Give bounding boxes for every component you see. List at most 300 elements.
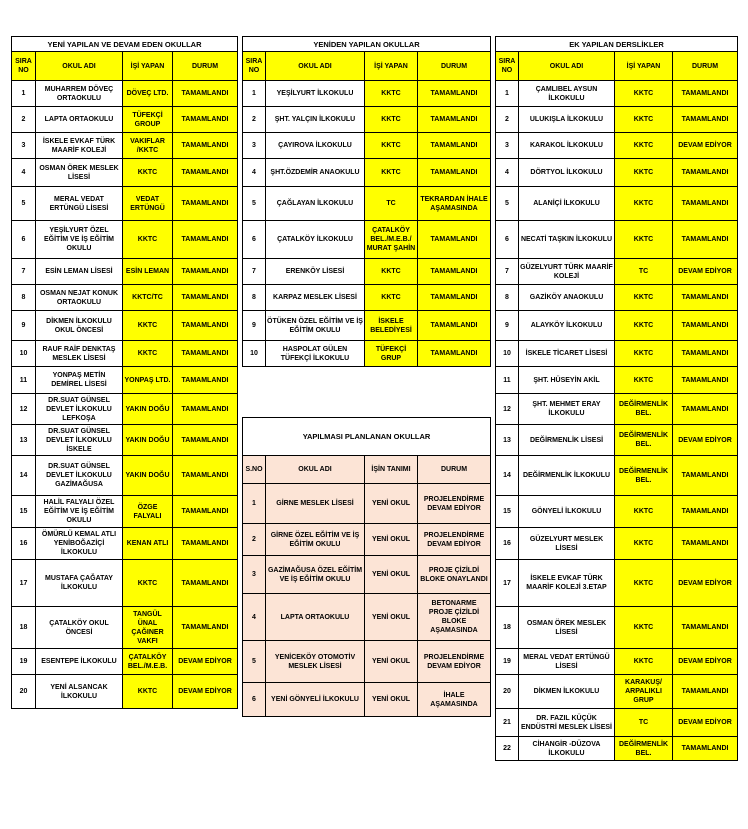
cell-isi-yapan: KKTC xyxy=(615,133,673,159)
table-row xyxy=(496,133,738,159)
cell-durum: TAMAMLANDI xyxy=(673,187,738,221)
cell-okul-adi: YEŞİLYURT İLKOKULU xyxy=(266,81,365,107)
cell-isi-yapan: YENİ OKUL xyxy=(365,556,418,594)
table-row xyxy=(496,159,738,187)
cell-sira-no: 18 xyxy=(12,607,36,649)
cell-sira-no: 9 xyxy=(243,311,266,341)
cell-sira-no: 5 xyxy=(12,187,36,221)
cell-sira-no: 3 xyxy=(243,133,266,159)
cell-sira-no: 5 xyxy=(496,187,519,221)
cell-durum: TAMAMLANDI xyxy=(673,528,738,560)
cell-okul-adi: YONPAŞ METİN DEMİREL LİSESİ xyxy=(36,367,123,394)
table-row xyxy=(12,496,238,528)
table-row xyxy=(496,528,738,560)
header-isi-yapan: İŞİ YAPAN xyxy=(123,52,173,81)
cell-okul-adi: ESENTEPE İLKOKULU xyxy=(36,649,123,675)
table-ek-derslikler xyxy=(495,36,738,761)
table-row xyxy=(496,456,738,496)
cell-isi-yapan: DEĞİRMENLİK BEL. xyxy=(615,425,673,456)
cell-okul-adi: KARAKOL İLKOKULU xyxy=(519,133,615,159)
table-row xyxy=(496,709,738,737)
header-durum: DURUM xyxy=(418,52,491,81)
cell-okul-adi: ÇAMLIBEL AYSUN İLKOKULU xyxy=(519,81,615,107)
table-yeni-yapilan xyxy=(11,36,238,709)
table-planlanan xyxy=(242,417,491,717)
cell-sira-no: 2 xyxy=(243,524,266,556)
cell-okul-adi: DR.SUAT GÜNSEL DEVLET İLKOKULU İSKELE xyxy=(36,425,123,456)
table-row xyxy=(496,675,738,709)
cell-sira-no: 20 xyxy=(496,675,519,709)
cell-okul-adi: GAZİMAĞUSA ÖZEL EĞİTİM VE İŞ EĞİTİM OKULU xyxy=(266,556,365,594)
cell-sira-no: 20 xyxy=(12,675,36,709)
cell-okul-adi: ŞHT. YALÇIN İLKOKULU xyxy=(266,107,365,133)
cell-okul-adi: GÜZELYURT TÜRK MAARİF KOLEJİ xyxy=(519,259,615,285)
table-row xyxy=(243,159,491,187)
cell-durum: TAMAMLANDI xyxy=(173,311,238,341)
cell-durum: PROJE ÇİZİLDİ BLOKE ONAYLANDI xyxy=(418,556,491,594)
table-row xyxy=(12,649,238,675)
cell-durum: TAMAMLANDI xyxy=(673,221,738,259)
cell-okul-adi: ÇATALKÖY İLKOKULU xyxy=(266,221,365,259)
cell-isi-yapan: KKTC xyxy=(365,81,418,107)
cell-okul-adi: GİRNE MESLEK LİSESİ xyxy=(266,484,365,524)
cell-okul-adi: GÖNYELİ İLKOKULU xyxy=(519,496,615,528)
cell-sira-no: 3 xyxy=(12,133,36,159)
header-isi-yapan: İŞİ YAPAN xyxy=(615,52,673,81)
cell-isi-yapan: TÜFEKÇİ GRUP xyxy=(365,341,418,367)
cell-okul-adi: OSMAN ÖREK MESLEK LİSESİ xyxy=(36,159,123,187)
table-row xyxy=(496,649,738,675)
cell-sira-no: 1 xyxy=(12,81,36,107)
cell-isi-yapan: TANGÜL ÜNAL ÇAĞINER VAKFI xyxy=(123,607,173,649)
cell-sira-no: 11 xyxy=(496,367,519,394)
cell-isi-yapan: YENİ OKUL xyxy=(365,683,418,717)
cell-durum: TAMAMLANDI xyxy=(418,221,491,259)
cell-okul-adi: MERAL VEDAT ERTÜNGÜ LİSESİ xyxy=(36,187,123,221)
cell-durum: DEVAM EDİYOR xyxy=(673,560,738,607)
cell-sira-no: 2 xyxy=(243,107,266,133)
cell-sira-no: 2 xyxy=(496,107,519,133)
cell-okul-adi: MERAL VEDAT ERTÜNGÜ LİSESİ xyxy=(519,649,615,675)
table-row xyxy=(12,159,238,187)
cell-durum: TAMAMLANDI xyxy=(173,81,238,107)
table-row xyxy=(496,81,738,107)
table-row xyxy=(496,425,738,456)
cell-isi-yapan: KARAKUŞ/ ARPALIKLI GRUP xyxy=(615,675,673,709)
cell-okul-adi: İSKELE EVKAF TÜRK MAARİF KOLEJİ 3.ETAP xyxy=(519,560,615,607)
table-row xyxy=(12,560,238,607)
table-row xyxy=(243,556,491,594)
table-row xyxy=(12,259,238,285)
cell-sira-no: 19 xyxy=(496,649,519,675)
cell-isi-yapan: KKTC xyxy=(365,107,418,133)
header-durum: DURUM xyxy=(418,456,491,484)
cell-isi-yapan: DEĞİRMENLİK BEL. xyxy=(615,737,673,761)
cell-okul-adi: DEĞİRMENLİK LİSESİ xyxy=(519,425,615,456)
cell-sira-no: 8 xyxy=(243,285,266,311)
cell-sira-no: 7 xyxy=(243,259,266,285)
cell-sira-no: 14 xyxy=(496,456,519,496)
table-row xyxy=(12,285,238,311)
cell-sira-no: 16 xyxy=(12,528,36,560)
table-row xyxy=(496,259,738,285)
cell-durum: TAMAMLANDI xyxy=(673,159,738,187)
table-row xyxy=(243,683,491,717)
cell-durum: TAMAMLANDI xyxy=(673,496,738,528)
cell-durum: DEVAM EDİYOR xyxy=(173,649,238,675)
cell-okul-adi: ŞHT. MEHMET ERAY İLKOKULU xyxy=(519,394,615,425)
cell-isi-yapan: KKTC xyxy=(123,221,173,259)
cell-isi-yapan: KKTC xyxy=(615,528,673,560)
cell-isi-yapan: KKTC xyxy=(365,133,418,159)
cell-okul-adi: ÇATALKÖY OKUL ÖNCESİ xyxy=(36,607,123,649)
cell-okul-adi: HALİL FALYALI ÖZEL EĞİTİM VE İŞ EĞİTİM OKULU xyxy=(36,496,123,528)
cell-durum: TAMAMLANDI xyxy=(173,496,238,528)
cell-sira-no: 15 xyxy=(496,496,519,528)
table-row xyxy=(12,107,238,133)
table-row xyxy=(496,107,738,133)
cell-okul-adi: RAUF RAİF DENKTAŞ MESLEK LİSESİ xyxy=(36,341,123,367)
table-row xyxy=(12,81,238,107)
cell-okul-adi: OSMAN NEJAT KONUK ORTAOKULU xyxy=(36,285,123,311)
cell-sira-no: 10 xyxy=(243,341,266,367)
cell-durum: TAMAMLANDI xyxy=(173,107,238,133)
cell-sira-no: 1 xyxy=(496,81,519,107)
cell-durum: TAMAMLANDI xyxy=(418,311,491,341)
cell-isi-yapan: İSKELE BELEDİYESİ xyxy=(365,311,418,341)
cell-sira-no: 9 xyxy=(496,311,519,341)
cell-sira-no: 7 xyxy=(496,259,519,285)
table-row xyxy=(243,594,491,641)
cell-isi-yapan: KKTC xyxy=(365,285,418,311)
cell-isi-yapan: KKTC xyxy=(123,675,173,709)
header-isi-yapan: İŞİ YAPAN xyxy=(365,52,418,81)
cell-isi-yapan: KKTC xyxy=(365,259,418,285)
cell-durum: TAMAMLANDI xyxy=(673,81,738,107)
table-title: YAPILMASI PLANLANAN OKULLAR xyxy=(243,418,491,456)
cell-isi-yapan: YENİ OKUL xyxy=(365,641,418,683)
cell-durum: DEVAM EDİYOR xyxy=(673,259,738,285)
cell-sira-no: 11 xyxy=(12,367,36,394)
table-yeniden-yapilan xyxy=(242,36,491,367)
cell-isi-yapan: DÖVEÇ LTD. xyxy=(123,81,173,107)
cell-isi-yapan: ÇATALKÖY BEL./M.E.B./ MURAT ŞAHİN xyxy=(365,221,418,259)
cell-sira-no: 5 xyxy=(243,187,266,221)
cell-sira-no: 9 xyxy=(12,311,36,341)
cell-okul-adi: İSKELE TİCARET LİSESİ xyxy=(519,341,615,367)
cell-durum: PROJELENDİRME DEVAM EDİYOR xyxy=(418,484,491,524)
cell-okul-adi: MUSTAFA ÇAĞATAY İLKOKULU xyxy=(36,560,123,607)
cell-okul-adi: OSMAN ÖREK MESLEK LİSESİ xyxy=(519,607,615,649)
header-durum: DURUM xyxy=(173,52,238,81)
cell-sira-no: 10 xyxy=(496,341,519,367)
cell-durum: TAMAMLANDI xyxy=(673,456,738,496)
cell-okul-adi: GİRNE ÖZEL EĞİTİM VE İŞ EĞİTİM OKULU xyxy=(266,524,365,556)
cell-isi-yapan: KKTC xyxy=(615,187,673,221)
cell-durum: DEVAM EDİYOR xyxy=(673,709,738,737)
cell-sira-no: 6 xyxy=(12,221,36,259)
table-row xyxy=(12,187,238,221)
table-row xyxy=(12,675,238,709)
cell-sira-no: 3 xyxy=(496,133,519,159)
cell-okul-adi: DİKMEN İLKOKULU OKUL ÖNCESİ xyxy=(36,311,123,341)
cell-isi-yapan: KKTC xyxy=(615,285,673,311)
cell-durum: TAMAMLANDI xyxy=(673,107,738,133)
cell-sira-no: 18 xyxy=(496,607,519,649)
table-row xyxy=(12,528,238,560)
header-sira-no: SIRA NO xyxy=(243,52,266,81)
cell-durum: DEVAM EDİYOR xyxy=(673,133,738,159)
cell-okul-adi: GÜZELYURT MESLEK LİSESİ xyxy=(519,528,615,560)
cell-isi-yapan: KKTC xyxy=(615,496,673,528)
cell-sira-no: 13 xyxy=(496,425,519,456)
table-row xyxy=(243,285,491,311)
cell-sira-no: 22 xyxy=(496,737,519,761)
cell-durum: TAMAMLANDI xyxy=(173,607,238,649)
cell-okul-adi: LAPTA ORTAOKULU xyxy=(266,594,365,641)
cell-isi-yapan: KKTC xyxy=(615,649,673,675)
cell-okul-adi: ÇAYIROVA İLKOKULU xyxy=(266,133,365,159)
cell-isi-yapan: KKTC xyxy=(615,221,673,259)
cell-isi-yapan: KKTC/TC xyxy=(123,285,173,311)
cell-okul-adi: ÖTÜKEN ÖZEL EĞİTİM VE İŞ EĞİTİM OKULU xyxy=(266,311,365,341)
cell-durum: TAMAMLANDI xyxy=(673,675,738,709)
table-row xyxy=(243,484,491,524)
cell-sira-no: 4 xyxy=(12,159,36,187)
cell-durum: TAMAMLANDI xyxy=(418,159,491,187)
cell-okul-adi: YEŞİLYURT ÖZEL EĞİTİM VE İŞ EĞİTİM OKULU xyxy=(36,221,123,259)
cell-sira-no: 13 xyxy=(12,425,36,456)
cell-okul-adi: DR.SUAT GÜNSEL DEVLET İLKOKULU LEFKOŞA xyxy=(36,394,123,425)
cell-durum: TAMAMLANDI xyxy=(173,221,238,259)
cell-isi-yapan: VEDAT ERTÜNGÜ xyxy=(123,187,173,221)
cell-durum: TAMAMLANDI xyxy=(418,341,491,367)
cell-durum: TAMAMLANDI xyxy=(173,187,238,221)
cell-okul-adi: ERENKÖY LİSESİ xyxy=(266,259,365,285)
table-row xyxy=(496,560,738,607)
table-row xyxy=(496,737,738,761)
cell-sira-no: 8 xyxy=(12,285,36,311)
cell-durum: DEVAM EDİYOR xyxy=(673,649,738,675)
table-row xyxy=(243,221,491,259)
cell-okul-adi: HASPOLAT GÜLEN TÜFEKÇİ İLKOKULU xyxy=(266,341,365,367)
cell-okul-adi: DİKMEN İLKOKULU xyxy=(519,675,615,709)
cell-isi-yapan: TC xyxy=(615,259,673,285)
table-row xyxy=(243,133,491,159)
cell-isi-yapan: TC xyxy=(365,187,418,221)
cell-sira-no: 6 xyxy=(496,221,519,259)
cell-sira-no: 17 xyxy=(496,560,519,607)
cell-okul-adi: ALAYKÖY İLKOKULU xyxy=(519,311,615,341)
cell-durum: TAMAMLANDI xyxy=(673,311,738,341)
cell-isi-yapan: YENİ OKUL xyxy=(365,484,418,524)
cell-sira-no: 4 xyxy=(243,159,266,187)
cell-isi-yapan: YENİ OKUL xyxy=(365,594,418,641)
cell-durum: TAMAMLANDI xyxy=(173,133,238,159)
table-row xyxy=(496,187,738,221)
cell-isi-yapan: YAKIN DOĞU xyxy=(123,425,173,456)
header-okul-adi: OKUL ADI xyxy=(266,52,365,81)
table-row xyxy=(496,341,738,367)
cell-sira-no: 2 xyxy=(12,107,36,133)
cell-isi-yapan: KKTC xyxy=(615,367,673,394)
table-row xyxy=(496,367,738,394)
cell-durum: İHALE AŞAMASINDA xyxy=(418,683,491,717)
cell-okul-adi: MUHARREM DÖVEÇ ORTAOKULU xyxy=(36,81,123,107)
cell-isi-yapan: DEĞİRMENLİK BEL. xyxy=(615,394,673,425)
cell-isi-yapan: KKTC xyxy=(615,159,673,187)
cell-sira-no: 7 xyxy=(12,259,36,285)
table-row xyxy=(243,341,491,367)
header-sira-no: S.NO xyxy=(243,456,266,484)
cell-okul-adi: YENİCEKÖY OTOMOTİV MESLEK LİSESİ xyxy=(266,641,365,683)
cell-sira-no: 12 xyxy=(496,394,519,425)
cell-isi-yapan: ÇATALKÖY BEL./M.E.B. xyxy=(123,649,173,675)
table-row xyxy=(12,311,238,341)
table-row xyxy=(496,607,738,649)
cell-isi-yapan: KKTC xyxy=(615,311,673,341)
cell-durum: TAMAMLANDI xyxy=(173,560,238,607)
cell-okul-adi: İSKELE EVKAF TÜRK MAARİF KOLEJİ xyxy=(36,133,123,159)
table-row xyxy=(243,524,491,556)
cell-okul-adi: DEĞİRMENLİK İLKOKULU xyxy=(519,456,615,496)
cell-okul-adi: ALANİÇİ İLKOKULU xyxy=(519,187,615,221)
cell-durum: TAMAMLANDI xyxy=(673,737,738,761)
table-row xyxy=(243,107,491,133)
header-okul-adi: OKUL ADI xyxy=(266,456,365,484)
cell-isi-yapan: KKTC xyxy=(615,81,673,107)
cell-isi-yapan: ESİN LEMAN xyxy=(123,259,173,285)
cell-isi-yapan: ÖZGE FALYALI xyxy=(123,496,173,528)
cell-isi-yapan: KKTC xyxy=(615,607,673,649)
cell-okul-adi: NECATİ TAŞKIN İLKOKULU xyxy=(519,221,615,259)
header-sira-no: SIRA NO xyxy=(496,52,519,81)
header-okul-adi: OKUL ADI xyxy=(519,52,615,81)
cell-durum: TAMAMLANDI xyxy=(418,259,491,285)
cell-okul-adi: ESİN LEMAN LİSESİ xyxy=(36,259,123,285)
table-row xyxy=(243,187,491,221)
table-row xyxy=(12,133,238,159)
cell-okul-adi: LAPTA ORTAOKULU xyxy=(36,107,123,133)
table-row xyxy=(12,394,238,425)
cell-sira-no: 3 xyxy=(243,556,266,594)
table-row xyxy=(12,221,238,259)
cell-okul-adi: KARPAZ MESLEK LİSESİ xyxy=(266,285,365,311)
table-row xyxy=(496,496,738,528)
cell-sira-no: 8 xyxy=(496,285,519,311)
cell-isi-yapan: KKTC xyxy=(615,107,673,133)
cell-durum: TAMAMLANDI xyxy=(173,285,238,311)
table-row xyxy=(243,641,491,683)
cell-isi-yapan: KKTC xyxy=(615,341,673,367)
cell-okul-adi: DR. FAZIL KÜÇÜK ENDÜSTRİ MESLEK LİSESİ xyxy=(519,709,615,737)
cell-durum: TAMAMLANDI xyxy=(673,341,738,367)
cell-sira-no: 1 xyxy=(243,81,266,107)
cell-okul-adi: YENİ GÖNYELİ İLKOKULU xyxy=(266,683,365,717)
cell-okul-adi: ÇAĞLAYAN İLKOKULU xyxy=(266,187,365,221)
cell-durum: DEVAM EDİYOR xyxy=(173,675,238,709)
cell-sira-no: 5 xyxy=(243,641,266,683)
cell-durum: PROJELENDİRME DEVAM EDİYOR xyxy=(418,641,491,683)
cell-isi-yapan: KKTC xyxy=(123,560,173,607)
table-title: YENİ YAPILAN VE DEVAM EDEN OKULLAR xyxy=(12,37,238,52)
cell-isi-yapan: YAKIN DOĞU xyxy=(123,456,173,496)
cell-sira-no: 6 xyxy=(243,683,266,717)
cell-isi-yapan: YENİ OKUL xyxy=(365,524,418,556)
cell-isi-yapan: KKTC xyxy=(123,159,173,187)
cell-durum: DEVAM EDİYOR xyxy=(673,425,738,456)
header-isin-tanimi: İŞİN TANIMI xyxy=(365,456,418,484)
cell-isi-yapan: DEĞİRMENLİK BEL. xyxy=(615,456,673,496)
table-row xyxy=(12,367,238,394)
cell-sira-no: 15 xyxy=(12,496,36,528)
header-sira-no: SIRA NO xyxy=(12,52,36,81)
table-row xyxy=(12,341,238,367)
cell-durum: TAMAMLANDI xyxy=(418,107,491,133)
cell-okul-adi: ÖMÜRLÜ KEMAL ATLI YENİBOĞAZİÇİ İLKOKULU xyxy=(36,528,123,560)
cell-durum: TAMAMLANDI xyxy=(673,285,738,311)
cell-okul-adi: GAZİKÖY ANAOKULU xyxy=(519,285,615,311)
cell-isi-yapan: KENAN ATLI xyxy=(123,528,173,560)
cell-durum: TAMAMLANDI xyxy=(173,367,238,394)
cell-durum: TAMAMLANDI xyxy=(673,367,738,394)
table-title: EK YAPILAN DERSLİKLER xyxy=(496,37,738,52)
cell-durum: TAMAMLANDI xyxy=(173,528,238,560)
cell-durum: TAMAMLANDI xyxy=(173,159,238,187)
cell-durum: TAMAMLANDI xyxy=(173,259,238,285)
cell-isi-yapan: YAKIN DOĞU xyxy=(123,394,173,425)
cell-isi-yapan: KKTC xyxy=(123,341,173,367)
cell-okul-adi: YENİ ALSANCAK İLKOKULU xyxy=(36,675,123,709)
cell-durum: TEKRARDAN İHALE AŞAMASINDA xyxy=(418,187,491,221)
cell-durum: TAMAMLANDI xyxy=(173,394,238,425)
cell-isi-yapan: KKTC xyxy=(615,560,673,607)
cell-durum: TAMAMLANDI xyxy=(173,341,238,367)
table-row xyxy=(496,285,738,311)
table-row xyxy=(12,607,238,649)
cell-durum: TAMAMLANDI xyxy=(673,607,738,649)
cell-okul-adi: ŞHT.ÖZDEMİR ANAOKULU xyxy=(266,159,365,187)
table-row xyxy=(243,311,491,341)
table-row xyxy=(496,221,738,259)
cell-okul-adi: DÖRTYOL İLKOKULU xyxy=(519,159,615,187)
cell-sira-no: 4 xyxy=(496,159,519,187)
cell-okul-adi: ŞHT. HÜSEYİN AKİL xyxy=(519,367,615,394)
cell-sira-no: 17 xyxy=(12,560,36,607)
table-row xyxy=(496,311,738,341)
cell-isi-yapan: KKTC xyxy=(365,159,418,187)
header-okul-adi: OKUL ADI xyxy=(36,52,123,81)
table-row xyxy=(12,425,238,456)
cell-durum: TAMAMLANDI xyxy=(173,425,238,456)
cell-sira-no: 16 xyxy=(496,528,519,560)
cell-durum: TAMAMLANDI xyxy=(418,81,491,107)
table-row xyxy=(496,394,738,425)
table-row xyxy=(243,259,491,285)
cell-durum: TAMAMLANDI xyxy=(173,456,238,496)
cell-durum: TAMAMLANDI xyxy=(673,394,738,425)
cell-sira-no: 14 xyxy=(12,456,36,496)
table-row xyxy=(12,456,238,496)
cell-sira-no: 12 xyxy=(12,394,36,425)
cell-sira-no: 21 xyxy=(496,709,519,737)
cell-sira-no: 6 xyxy=(243,221,266,259)
table-row xyxy=(243,81,491,107)
header-durum: DURUM xyxy=(673,52,738,81)
cell-durum: TAMAMLANDI xyxy=(418,133,491,159)
cell-isi-yapan: TÜFEKÇİ GROUP xyxy=(123,107,173,133)
cell-isi-yapan: TC xyxy=(615,709,673,737)
